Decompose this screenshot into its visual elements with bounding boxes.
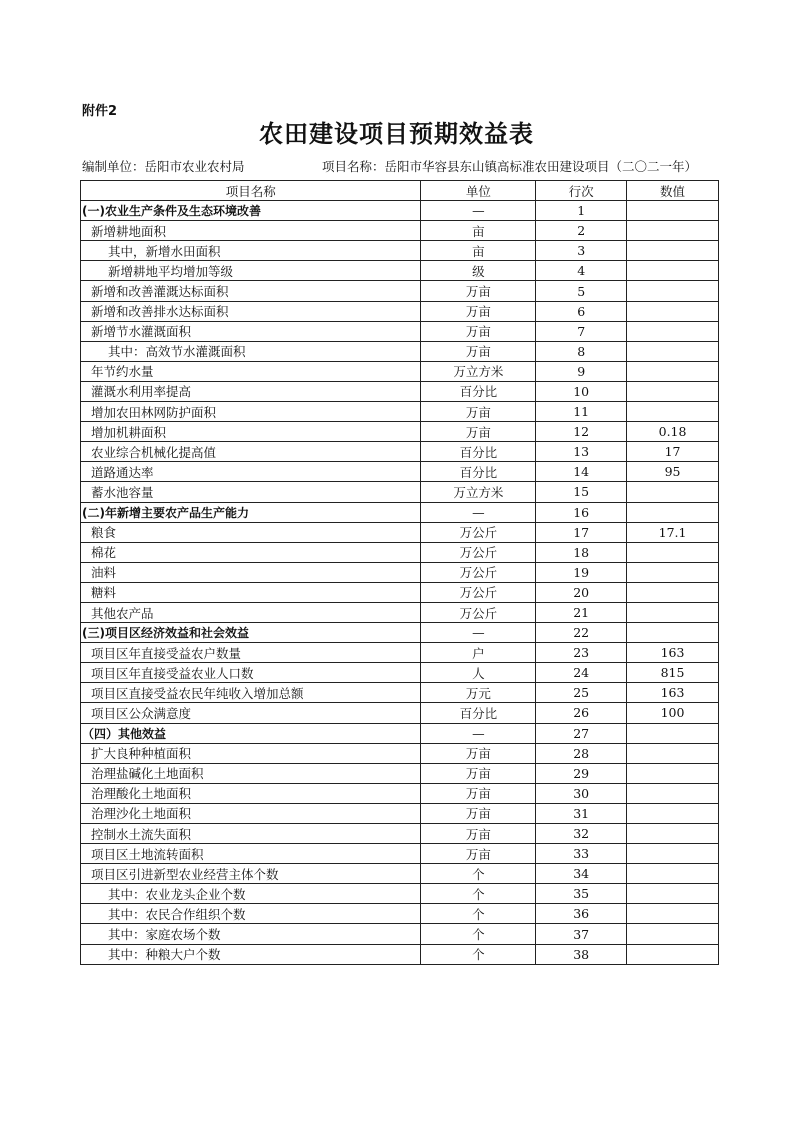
table-row xyxy=(81,743,719,763)
unit-cell: 万亩 xyxy=(421,281,536,301)
unit-cell: 个 xyxy=(421,944,536,964)
item-name-cell: 其中，新增水田面积 xyxy=(81,241,421,261)
value-cell xyxy=(627,361,719,381)
section-row xyxy=(81,723,719,743)
attachment-label: 附件2 xyxy=(82,104,118,119)
unit-cell: 级 xyxy=(421,261,536,281)
table-row xyxy=(81,703,719,723)
item-name-cell: 道路通达率 xyxy=(81,462,421,482)
value-cell xyxy=(627,763,719,783)
row-number-cell: 18 xyxy=(536,542,627,562)
header-unit: 单位 xyxy=(421,181,536,201)
row-number-cell: 9 xyxy=(536,361,627,381)
row-number-cell: 10 xyxy=(536,381,627,401)
value-cell xyxy=(627,201,719,221)
table-row xyxy=(81,241,719,261)
value-cell xyxy=(627,864,719,884)
header-item-name: 项目名称 xyxy=(81,181,421,201)
table-row xyxy=(81,261,719,281)
value-cell: 815 xyxy=(627,663,719,683)
table-row xyxy=(81,904,719,924)
value-cell: 163 xyxy=(627,683,719,703)
item-name-cell: 项目区引进新型农业经营主体个数 xyxy=(81,864,421,884)
table-row xyxy=(81,301,719,321)
value-cell xyxy=(627,381,719,401)
table-row xyxy=(81,944,719,964)
item-name-cell: 新增和改善灌溉达标面积 xyxy=(81,281,421,301)
table-row xyxy=(81,422,719,442)
item-name-cell: 控制水土流失面积 xyxy=(81,824,421,844)
unit-cell: 万亩 xyxy=(421,301,536,321)
table-row xyxy=(81,341,719,361)
table-row xyxy=(81,562,719,582)
row-number-cell: 30 xyxy=(536,783,627,803)
page-title: 农田建设项目预期效益表 xyxy=(259,119,534,148)
row-number-cell: 33 xyxy=(536,844,627,864)
unit-cell: 万亩 xyxy=(421,844,536,864)
table-row xyxy=(81,361,719,381)
row-number-cell: 8 xyxy=(536,341,627,361)
row-number-cell: 13 xyxy=(536,442,627,462)
item-name-cell: 项目区年直接受益农户数量 xyxy=(81,643,421,663)
row-number-cell: 23 xyxy=(536,643,627,663)
value-cell xyxy=(627,602,719,622)
row-number-cell: 21 xyxy=(536,602,627,622)
item-name-cell: 治理沙化土地面积 xyxy=(81,803,421,823)
value-cell xyxy=(627,844,719,864)
value-cell xyxy=(627,783,719,803)
table-row xyxy=(81,643,719,663)
unit-cell: 万公斤 xyxy=(421,542,536,562)
unit-cell: 个 xyxy=(421,884,536,904)
item-name-cell: 农业综合机械化提高值 xyxy=(81,442,421,462)
unit-cell: 万公斤 xyxy=(421,582,536,602)
item-name-cell: 增加机耕面积 xyxy=(81,422,421,442)
row-number-cell: 38 xyxy=(536,944,627,964)
value-cell xyxy=(627,803,719,823)
row-number-cell: 31 xyxy=(536,803,627,823)
item-name-cell: （四）其他效益 xyxy=(81,723,421,743)
unit-cell: 万公斤 xyxy=(421,522,536,542)
unit-cell: 个 xyxy=(421,904,536,924)
row-number-cell: 7 xyxy=(536,321,627,341)
unit-cell: 人 xyxy=(421,663,536,683)
table-header-row xyxy=(81,181,719,201)
row-number-cell: 16 xyxy=(536,502,627,522)
table-row xyxy=(81,844,719,864)
item-name-cell: 其他农产品 xyxy=(81,602,421,622)
row-number-cell: 11 xyxy=(536,402,627,422)
unit-cell: 百分比 xyxy=(421,703,536,723)
unit-cell: 万公斤 xyxy=(421,562,536,582)
header-row-number: 行次 xyxy=(536,181,627,201)
row-number-cell: 25 xyxy=(536,683,627,703)
row-number-cell: 24 xyxy=(536,663,627,683)
row-number-cell: 27 xyxy=(536,723,627,743)
unit-cell: 百分比 xyxy=(421,442,536,462)
item-name-cell: 新增和改善排水达标面积 xyxy=(81,301,421,321)
item-name-cell: (三)项目区经济效益和社会效益 xyxy=(81,623,421,643)
row-number-cell: 2 xyxy=(536,221,627,241)
row-number-cell: 22 xyxy=(536,623,627,643)
row-number-cell: 14 xyxy=(536,462,627,482)
table-row xyxy=(81,824,719,844)
unit-cell: 万亩 xyxy=(421,824,536,844)
value-cell xyxy=(627,904,719,924)
section-row xyxy=(81,623,719,643)
item-name-cell: 新增耕地面积 xyxy=(81,221,421,241)
row-number-cell: 28 xyxy=(536,743,627,763)
item-name-cell: 项目区年直接受益农业人口数 xyxy=(81,663,421,683)
value-cell xyxy=(627,582,719,602)
unit-cell: 个 xyxy=(421,924,536,944)
value-cell: 17 xyxy=(627,442,719,462)
unit-cell: — xyxy=(421,502,536,522)
table-row xyxy=(81,663,719,683)
benefit-table xyxy=(80,180,719,965)
unit-cell: 万公斤 xyxy=(421,602,536,622)
table-row xyxy=(81,482,719,502)
unit-cell: 亩 xyxy=(421,241,536,261)
table-row xyxy=(81,924,719,944)
value-cell xyxy=(627,623,719,643)
unit-cell: 万亩 xyxy=(421,402,536,422)
value-cell xyxy=(627,884,719,904)
table-row xyxy=(81,542,719,562)
unit-cell: 万亩 xyxy=(421,321,536,341)
value-cell: 17.1 xyxy=(627,522,719,542)
table-row xyxy=(81,281,719,301)
unit-cell: 万亩 xyxy=(421,763,536,783)
row-number-cell: 17 xyxy=(536,522,627,542)
unit-cell: 万立方米 xyxy=(421,361,536,381)
item-name-cell: 糖料 xyxy=(81,582,421,602)
section-row xyxy=(81,502,719,522)
row-number-cell: 12 xyxy=(536,422,627,442)
item-name-cell: 扩大良种种植面积 xyxy=(81,743,421,763)
table-row xyxy=(81,763,719,783)
value-cell xyxy=(627,924,719,944)
unit-cell: — xyxy=(421,623,536,643)
table-row xyxy=(81,522,719,542)
value-cell xyxy=(627,542,719,562)
value-cell xyxy=(627,562,719,582)
row-number-cell: 6 xyxy=(536,301,627,321)
item-name-cell: 新增耕地平均增加等级 xyxy=(81,261,421,281)
table-row xyxy=(81,442,719,462)
table-body xyxy=(81,201,719,965)
unit-cell: 万亩 xyxy=(421,341,536,361)
row-number-cell: 20 xyxy=(536,582,627,602)
unit-cell: — xyxy=(421,723,536,743)
value-cell xyxy=(627,723,719,743)
row-number-cell: 26 xyxy=(536,703,627,723)
unit-cell: 万亩 xyxy=(421,783,536,803)
unit-cell: 万亩 xyxy=(421,743,536,763)
value-cell xyxy=(627,281,719,301)
item-name-cell: 治理盐碱化土地面积 xyxy=(81,763,421,783)
row-number-cell: 19 xyxy=(536,562,627,582)
row-number-cell: 37 xyxy=(536,924,627,944)
table-row xyxy=(81,462,719,482)
unit-cell: 万元 xyxy=(421,683,536,703)
item-name-cell: 其中：农民合作组织个数 xyxy=(81,904,421,924)
item-name-cell: 项目区土地流转面积 xyxy=(81,844,421,864)
unit-cell: 万亩 xyxy=(421,803,536,823)
compiler-unit: 编制单位：岳阳市农业农村局 xyxy=(82,159,245,174)
row-number-cell: 35 xyxy=(536,884,627,904)
item-name-cell: 其中：家庭农场个数 xyxy=(81,924,421,944)
row-number-cell: 4 xyxy=(536,261,627,281)
item-name-cell: 灌溉水利用率提高 xyxy=(81,381,421,401)
table-row xyxy=(81,582,719,602)
table-row xyxy=(81,803,719,823)
table-row xyxy=(81,402,719,422)
unit-cell: 百分比 xyxy=(421,462,536,482)
unit-cell: 亩 xyxy=(421,221,536,241)
row-number-cell: 29 xyxy=(536,763,627,783)
item-name-cell: 新增节水灌溉面积 xyxy=(81,321,421,341)
value-cell xyxy=(627,824,719,844)
value-cell xyxy=(627,482,719,502)
row-number-cell: 3 xyxy=(536,241,627,261)
row-number-cell: 32 xyxy=(536,824,627,844)
row-number-cell: 1 xyxy=(536,201,627,221)
value-cell: 0.18 xyxy=(627,422,719,442)
table-row xyxy=(81,381,719,401)
unit-cell: 万亩 xyxy=(421,422,536,442)
unit-cell: 百分比 xyxy=(421,381,536,401)
value-cell xyxy=(627,301,719,321)
header-value: 数值 xyxy=(627,181,719,201)
unit-cell: — xyxy=(421,201,536,221)
value-cell xyxy=(627,743,719,763)
value-cell xyxy=(627,221,719,241)
value-cell xyxy=(627,261,719,281)
item-name-cell: 年节约水量 xyxy=(81,361,421,381)
value-cell xyxy=(627,321,719,341)
item-name-cell: 棉花 xyxy=(81,542,421,562)
item-name-cell: 其中：种粮大户个数 xyxy=(81,944,421,964)
value-cell xyxy=(627,241,719,261)
table-row xyxy=(81,602,719,622)
value-cell: 95 xyxy=(627,462,719,482)
item-name-cell: 项目区公众满意度 xyxy=(81,703,421,723)
value-cell: 100 xyxy=(627,703,719,723)
row-number-cell: 15 xyxy=(536,482,627,502)
item-name-cell: 治理酸化土地面积 xyxy=(81,783,421,803)
value-cell xyxy=(627,402,719,422)
unit-cell: 万立方米 xyxy=(421,482,536,502)
table-row xyxy=(81,221,719,241)
table-row xyxy=(81,783,719,803)
project-name: 项目名称：岳阳市华容县东山镇高标准农田建设项目（二〇二一年） xyxy=(322,159,698,174)
unit-cell: 个 xyxy=(421,864,536,884)
item-name-cell: (一)农业生产条件及生态环境改善 xyxy=(81,201,421,221)
item-name-cell: 项目区直接受益农民年纯收入增加总额 xyxy=(81,683,421,703)
value-cell: 163 xyxy=(627,643,719,663)
item-name-cell: 粮食 xyxy=(81,522,421,542)
row-number-cell: 36 xyxy=(536,904,627,924)
table-row xyxy=(81,683,719,703)
item-name-cell: 其中：高效节水灌溉面积 xyxy=(81,341,421,361)
value-cell xyxy=(627,341,719,361)
item-name-cell: 蓄水池容量 xyxy=(81,482,421,502)
table-row xyxy=(81,884,719,904)
item-name-cell: (二)年新增主要农产品生产能力 xyxy=(81,502,421,522)
section-row xyxy=(81,201,719,221)
item-name-cell: 增加农田林网防护面积 xyxy=(81,402,421,422)
value-cell xyxy=(627,502,719,522)
row-number-cell: 34 xyxy=(536,864,627,884)
item-name-cell: 油料 xyxy=(81,562,421,582)
value-cell xyxy=(627,944,719,964)
table-row xyxy=(81,864,719,884)
row-number-cell: 5 xyxy=(536,281,627,301)
unit-cell: 户 xyxy=(421,643,536,663)
item-name-cell: 其中：农业龙头企业个数 xyxy=(81,884,421,904)
table-row xyxy=(81,321,719,341)
